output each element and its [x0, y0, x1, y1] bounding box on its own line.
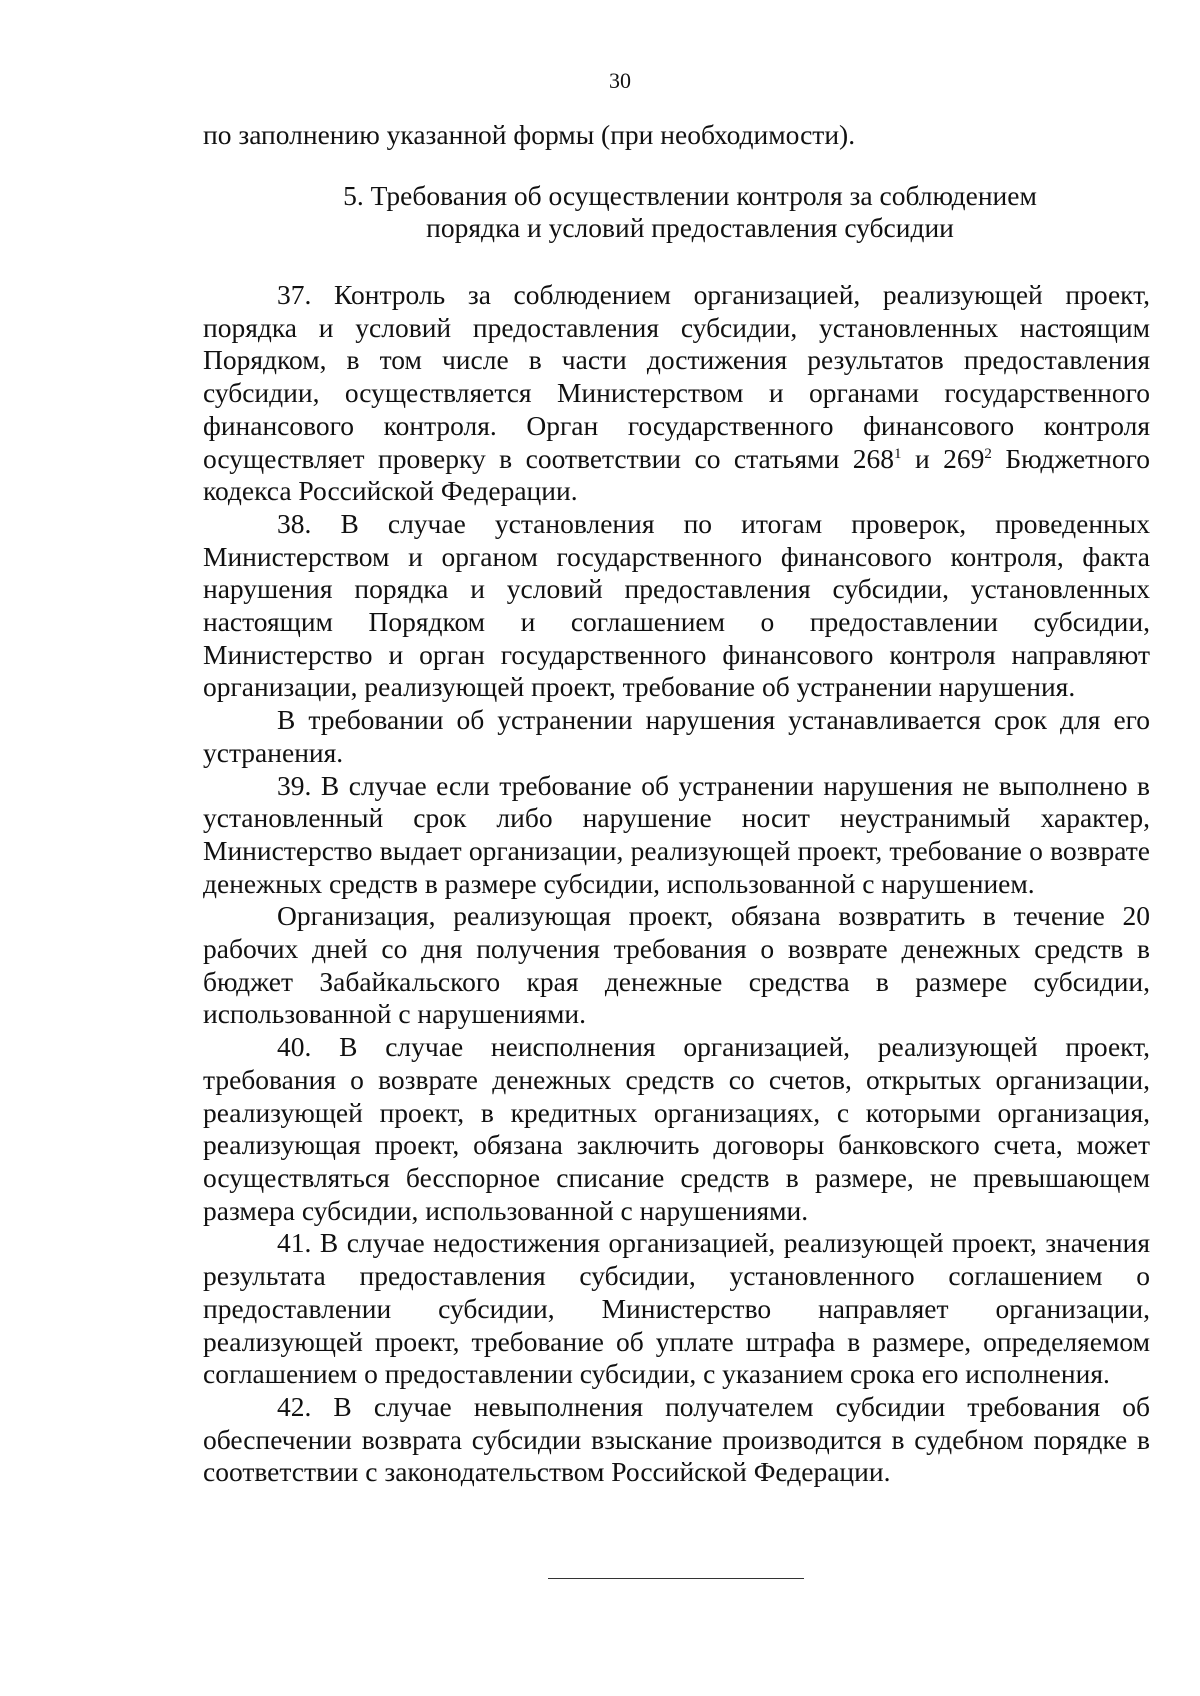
footnote-superscript-2: 2	[984, 445, 992, 462]
section-title-line-2: порядка и условий предоставления субсидии	[426, 212, 954, 243]
page-number: 30	[609, 68, 631, 93]
paragraph-42: 42. В случае невыполнения получателем субсидии требования об обеспечении возврата субсидии взыскание производится в судебном порядке в соответствии с законодательством Российской Федерации.	[203, 1390, 1150, 1488]
paragraph-37-text-3: Бюджетного кодекса Российской Федерации.	[203, 442, 1150, 507]
paragraph-38: 38. В случае установления по итогам проверок, проведенных Министерством и органом государственного финансового контроля, факта нарушения порядка и условий предоставления субсидии, установленных настоящим Порядком и соглашением о предоставлении субсидии, Министерство и орган государственного финансового контроля направляют организации, реализующей проект, требование об устранении нарушения.	[203, 507, 1150, 703]
paragraph-40: 40. В случае неисполнения организацией, реализующей проект, требования о возврате денежных средств со счетов, открытых организации, реализующей проект, в кредитных организациях, с которыми организация, реализующая проект, обязана заключить договоры банковского счета, может осуществляться бесспорное списание средств в размере, не превышающем размера субсидии, использованной с нарушениями.	[203, 1031, 1150, 1226]
paragraph-41: 41. В случае недостижения организацией, реализующей проект, значения результата предоставления субсидии, установленного соглашением о предоставлении субсидии, Министерство направляет организации, реализующей проект, требование об уплате штрафа в размере, определяемом соглашением о предоставлении субсидии, с указанием срока его исполнения.	[203, 1227, 1150, 1390]
end-of-section-rule	[548, 1578, 804, 1579]
paragraph-37-text-2: и 269	[901, 442, 985, 474]
paragraph-37	[203, 279, 1150, 508]
footnote-superscript-1: 1	[894, 445, 902, 462]
document-body	[203, 279, 1150, 1489]
section-heading	[300, 180, 1080, 244]
section-title-line-1: 5. Требования об осуществлении контроля за соблюдением	[343, 180, 1037, 211]
continued-text: по заполнению указанной формы (при необходимости).	[203, 119, 856, 150]
paragraph-37-text-1: 37. Контроль за соблюдением организацией, реализующей проект, порядка и условий предоставления субсидии, установленных настоящим Порядком, в том числе в части достижения результатов предоставления субсидии, осуществляется Министерством и органами государственного финансового контроля. Орган государственного финансового контроля осуществляет проверку в соответствии со статьями 268	[203, 279, 1150, 474]
paragraph-39-continuation: Организация, реализующая проект, обязана возвратить в течение 20 рабочих дней со дня получения требования о возврате денежных средств в бюджет Забайкальского края денежные средства в размере субсидии, использованной с нарушениями.	[203, 900, 1150, 1030]
paragraph-38-continuation: В требовании об устранении нарушения устанавливается срок для его устранения.	[203, 704, 1150, 768]
paragraph-39: 39. В случае если требование об устранении нарушения не выполнено в установленный срок либо нарушение носит неустранимый характер, Министерство выдает организации, реализующей проект, требование о возврате денежных средств в размере субсидии, использованной с нарушением.	[203, 769, 1150, 899]
